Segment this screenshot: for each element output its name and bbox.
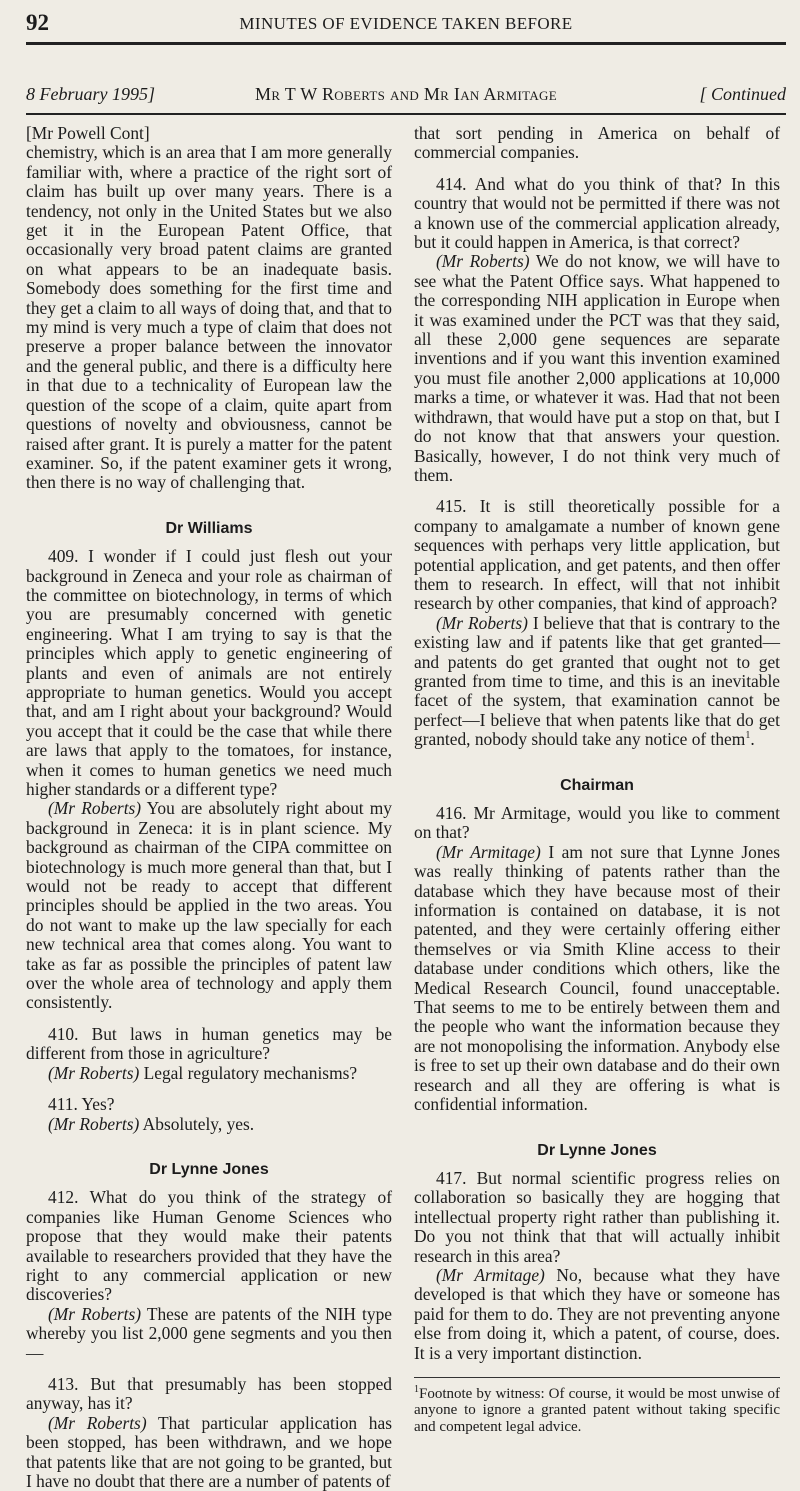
answer-speaker: (Mr Roberts) <box>436 612 528 633</box>
answer-414 <box>414 252 780 485</box>
question-413: 413. But that presumably has been stopped anyway, has it? <box>26 1373 392 1414</box>
session-line <box>26 84 786 108</box>
answer-411 <box>26 1115 392 1134</box>
answer-413 <box>26 1414 392 1491</box>
answer-text: We do not know, we will have to see what the Patent Office says. What happened to the corresponding NIH application in Europe when it was examined under the PCT was that they said, all these 2,000 gene sequences are separate inventions and if you want this invention examined you must file another 2,000 applications at 10,000 marks a time, or whatever it was. Had that not been withdrawn, that would have put a stop on that, but I do not know that that answers your question. Basically, however, I do not think very much of them. <box>414 251 780 485</box>
footnote <box>414 1383 780 1435</box>
right-column <box>414 124 780 1435</box>
question-410: 410. But laws in human genetics may be different from those in agriculture? <box>26 1023 392 1064</box>
answer-speaker: (Mr Roberts) <box>48 798 142 819</box>
answer-speaker: (Mr Roberts) <box>48 1062 140 1083</box>
speaker-heading: Dr Williams <box>165 519 253 537</box>
answer-speaker: (Mr Armitage) <box>436 841 541 862</box>
answer-415 <box>414 614 780 750</box>
answer-416 <box>414 843 780 1115</box>
left-column <box>26 124 392 1491</box>
footnote-marker: 1 <box>745 730 751 742</box>
footnote-rule <box>414 1377 780 1378</box>
answer-text: Absolutely, yes. <box>139 1113 255 1134</box>
footnote-number: 1 <box>414 1383 419 1395</box>
paragraph-continued: that sort pending in America on behalf of commercial companies. <box>414 123 780 163</box>
question-417: 417. But normal scientific progress relies on collaboration so basically they are hogging that intellectual property right rather than publishing it. Do you not think that that will actually inhibit research in this area? <box>414 1167 780 1266</box>
question-414: 414. And what do you think of that? In this country that would not be permitted if there was not a known use of the commercial application already, but it could happen in America, is that correct? <box>414 173 780 253</box>
answer-text: These are patents of the NIH type whereby you list 2,000 gene segments and you then— <box>26 1303 392 1363</box>
answer-417 <box>414 1266 780 1363</box>
answer-text: You are absolutely right about my background in Zeneca: it is in plant science. My background as chairman of the CIPA committee on biotechnology is much more general than that, but I would not be ready to accept that different principles should be applied in the two areas. You do not want to make up the law specially for each new technical area that comes along. You want to take as far as possible the principles of patent law over the whole area of technology and apply them consistently. <box>26 798 392 1013</box>
header-rule <box>26 42 786 45</box>
answer-text-end: . <box>750 729 755 750</box>
answer-text: I am not sure that Lynne Jones was really thinking of patents rather than the database which they have because most of their information is contained on database, it is not patented, and they were certainly offering either themselves or via Smith Kline access to their database under conditions which others, like the Medical Research Council, found unacceptable. That seems to me to be entirely between them and the people who want the information because they are not monopolising the information. Anybody else is free to set up their own database and do their own research and all they are offering is what is confidential information. <box>414 841 781 1115</box>
question-412: 412. What do you think of the strategy of companies like Human Genome Sciences who propose that they would make their patents available to researchers provided that they have the right to any commercial application or new discoveries? <box>26 1187 392 1305</box>
question-409: 409. I wonder if I could just flesh out your background in Zeneca and your role as chairman of the committee on biotechnology, in terms of which you are presumably concerned with genetic engineering. What I am trying to say is that the principles which apply to genetic engineering of plants and even of animals are not entirely appropriate to human genetics. Would you accept that, and am I right about your background? Would you accept that it could be the case that while there are laws that apply to the tomatoes, for instance, when it comes to human genetics we need much higher standards or a different type? <box>26 546 392 799</box>
answer-speaker: (Mr Roberts) <box>48 1303 142 1324</box>
answer-text: I believe that that is contrary to the existing law and if patents like that get granted—and patents do get granted that ought not to get granted from time to time, and this is an inevitable facet of the system, that examination cannot be perfect—I believe that when patents like that do get granted, nobody should take any notice of them <box>414 612 780 750</box>
answer-412 <box>26 1305 392 1363</box>
answer-speaker: (Mr Roberts) <box>48 1412 147 1433</box>
page-header <box>26 10 786 40</box>
answer-410 <box>26 1064 392 1083</box>
answer-speaker: (Mr Armitage) <box>436 1264 545 1285</box>
answer-speaker: (Mr Roberts) <box>48 1113 140 1134</box>
answer-speaker: (Mr Roberts) <box>436 251 530 272</box>
speaker-heading: Dr Lynne Jones <box>537 1141 657 1159</box>
session-rule <box>26 113 786 115</box>
session-date: 8 February 1995] <box>26 84 155 104</box>
answer-409 <box>26 799 392 1012</box>
answer-text: That particular application has been stopped, has been withdrawn, and we hope that patents like that are not going to be granted, but I have no doubt that there are a number of patents of <box>26 1412 392 1491</box>
footnote-text: Footnote by witness: Of course, it would be most unwise of anyone to ignore a granted patent without taking specific and competent legal advice. <box>414 1385 780 1435</box>
continued-label: [ Continued <box>699 84 786 104</box>
paragraph-gap <box>414 163 780 175</box>
answer-text: No, because what they have developed is that which they have or someone has paid for them to do. They are not preventing anyone else from doing it, which a patent, of course, does. It is a very important distinction. <box>414 1264 781 1363</box>
paragraph-continued: chemistry, which is an area that I am more generally familiar with, where a practice of the right sort of claim has built up over many years. There is a tendency, not only in the United States but we also get it in the European Patent Office, that occasionally very broad patent claims are granted on what appears to be an inadequate basis. Somebody does something for the first time and they get a claim to all ways of doing that, and that to my mind is very much a type of claim that does not preserve a proper balance between the innovator and the general public, and there is a difficulty here in that due to a technicality of European law the question of the scope of a claim, quite apart from questions of novelty and obviousness, cannot be raised after grant. It is purely a matter for the patent examiner. So, if the patent examiner gets it wrong, then there is no way of challenging that. <box>26 142 392 493</box>
paragraph-gap <box>26 1363 392 1375</box>
speaker-continued: [Mr Powell Cont] <box>26 123 150 143</box>
speaker-heading: Chairman <box>560 776 634 794</box>
question-416: 416. Mr Armitage, would you like to comment on that? <box>414 803 780 843</box>
question-411: 411. Yes? <box>48 1094 115 1115</box>
answer-text: Legal regulatory mechanisms? <box>139 1062 358 1083</box>
speaker-heading: Dr Lynne Jones <box>149 1160 269 1178</box>
witness-names: Mr T W Roberts and Mr Ian Armitage <box>255 84 557 104</box>
running-title: MINUTES OF EVIDENCE TAKEN BEFORE <box>239 14 573 33</box>
question-415: 415. It is still theoretically possible for a company to amalgamate a number of known gene sequences with perhaps very little application, but potential application, and get patents, and then offer them to research. In effect, will that not inhibit research by other companies, that kind of approach? <box>414 496 780 614</box>
page-number: 92 <box>26 10 49 35</box>
